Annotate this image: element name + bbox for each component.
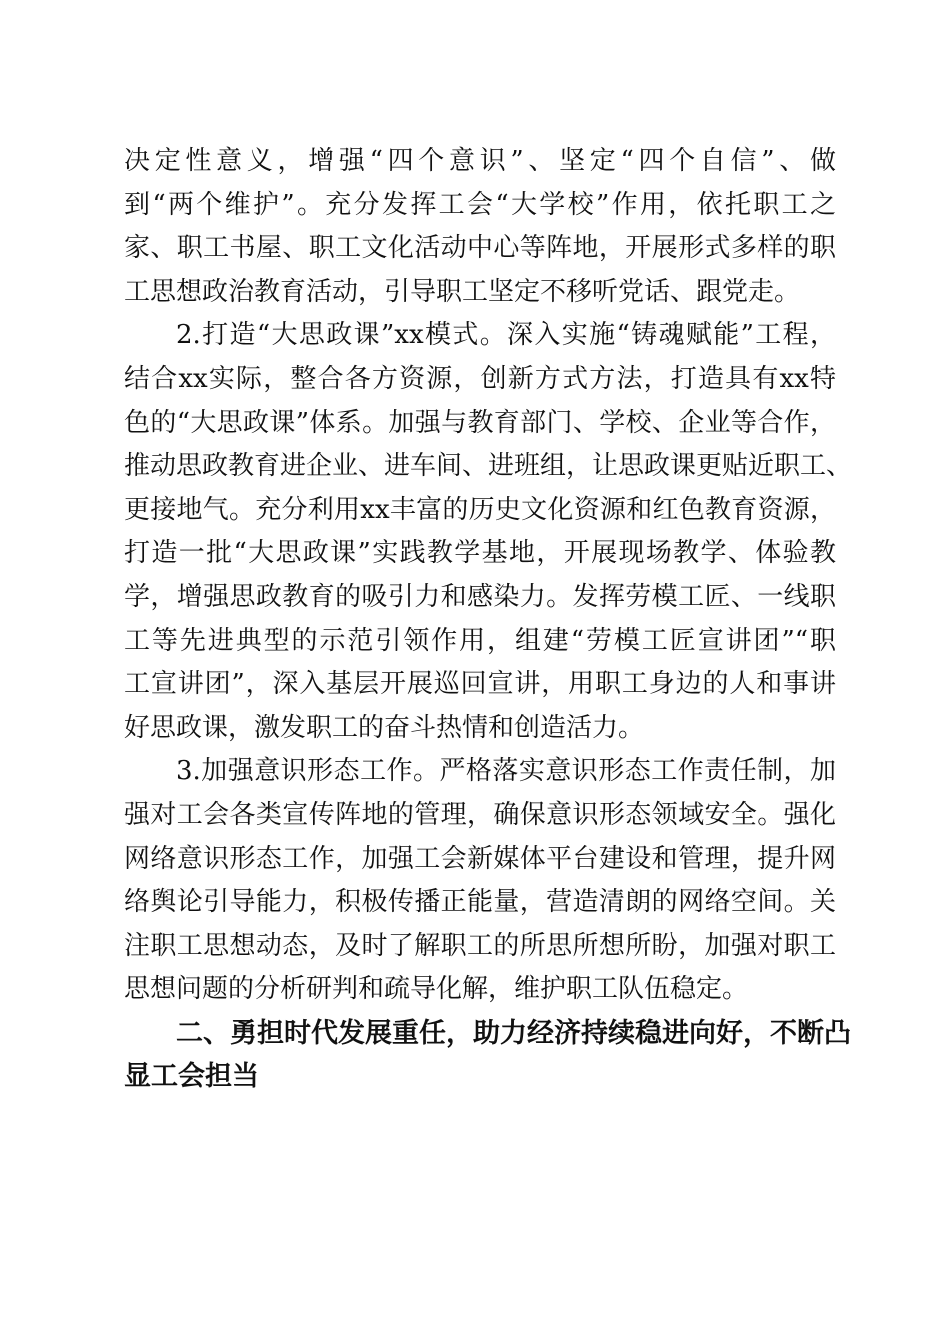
section-heading-two xyxy=(124,1012,851,1099)
document-body xyxy=(124,140,853,1099)
text-line: 3.加强意识形态工作。严格落实意识形态工作责任制，加 xyxy=(176,756,836,787)
heading-line: 二、勇担时代发展重任，助力经济持续稳进向好，不断凸 xyxy=(176,1017,851,1049)
text-line: 网络意识形态工作，加强工会新媒体平台建设和管理，提升网 xyxy=(124,843,836,874)
text-line: 络舆论引导能力，积极传播正能量，营造清朗的网络空间。关 xyxy=(124,887,836,918)
text-line: 决定性意义，增强“四个意识”、坚定“四个自信”、做 xyxy=(124,146,836,176)
text-line: 思想问题的分析研判和疏导化解，维护职工队伍稳定。 xyxy=(124,974,749,1005)
text-line: 强对工会各类宣传阵地的管理，确保意识形态领域安全。强化 xyxy=(124,799,836,830)
text-line: 学，增强思政教育的吸引力和感染力。发挥劳模工匠、一线职 xyxy=(124,581,836,612)
text-line: 注职工思想动态，及时了解职工的所思所想所盼，加强对职工 xyxy=(124,930,836,961)
text-line: 推动思政教育进企业、进车间、进班组，让思政课更贴近职工、 xyxy=(124,451,853,482)
text-line: 工宣讲团”，深入基层开展巡回宣讲，用职工身边的人和事讲 xyxy=(124,669,836,700)
text-line: 到“两个维护”。充分发挥工会“大学校”作用，依托职工之 xyxy=(124,189,836,220)
text-line: 色的“大思政课”体系。加强与教育部门、学校、企业等合作， xyxy=(124,407,836,438)
text-line: 更接地气。充分利用xx丰富的历史文化资源和红色教育资源， xyxy=(124,494,836,525)
paragraph-ideology-work xyxy=(124,750,836,1012)
text-line: 工等先进典型的示范引领作用，组建“劳模工匠宣讲团”“职 xyxy=(124,625,836,656)
text-line: 好思政课，激发职工的奋斗热情和创造活力。 xyxy=(124,712,645,743)
paragraph-big-ideological-course xyxy=(124,314,853,750)
text-line: 家、职工书屋、职工文化活动中心等阵地，开展形式多样的职 xyxy=(124,233,836,264)
text-line: 2.打造“大思政课”xx模式。深入实施“铸魂赋能”工程， xyxy=(176,320,836,351)
heading-line: 显工会担当 xyxy=(124,1061,259,1093)
text-line: 打造一批“大思政课”实践教学基地，开展现场教学、体验教 xyxy=(124,538,836,569)
text-line: 结合xx实际，整合各方资源，创新方式方法，打造具有xx特 xyxy=(124,363,836,394)
text-line: 工思想政治教育活动，引导职工坚定不移听党话、跟党走。 xyxy=(124,276,801,307)
paragraph-political-guidance xyxy=(124,140,836,314)
